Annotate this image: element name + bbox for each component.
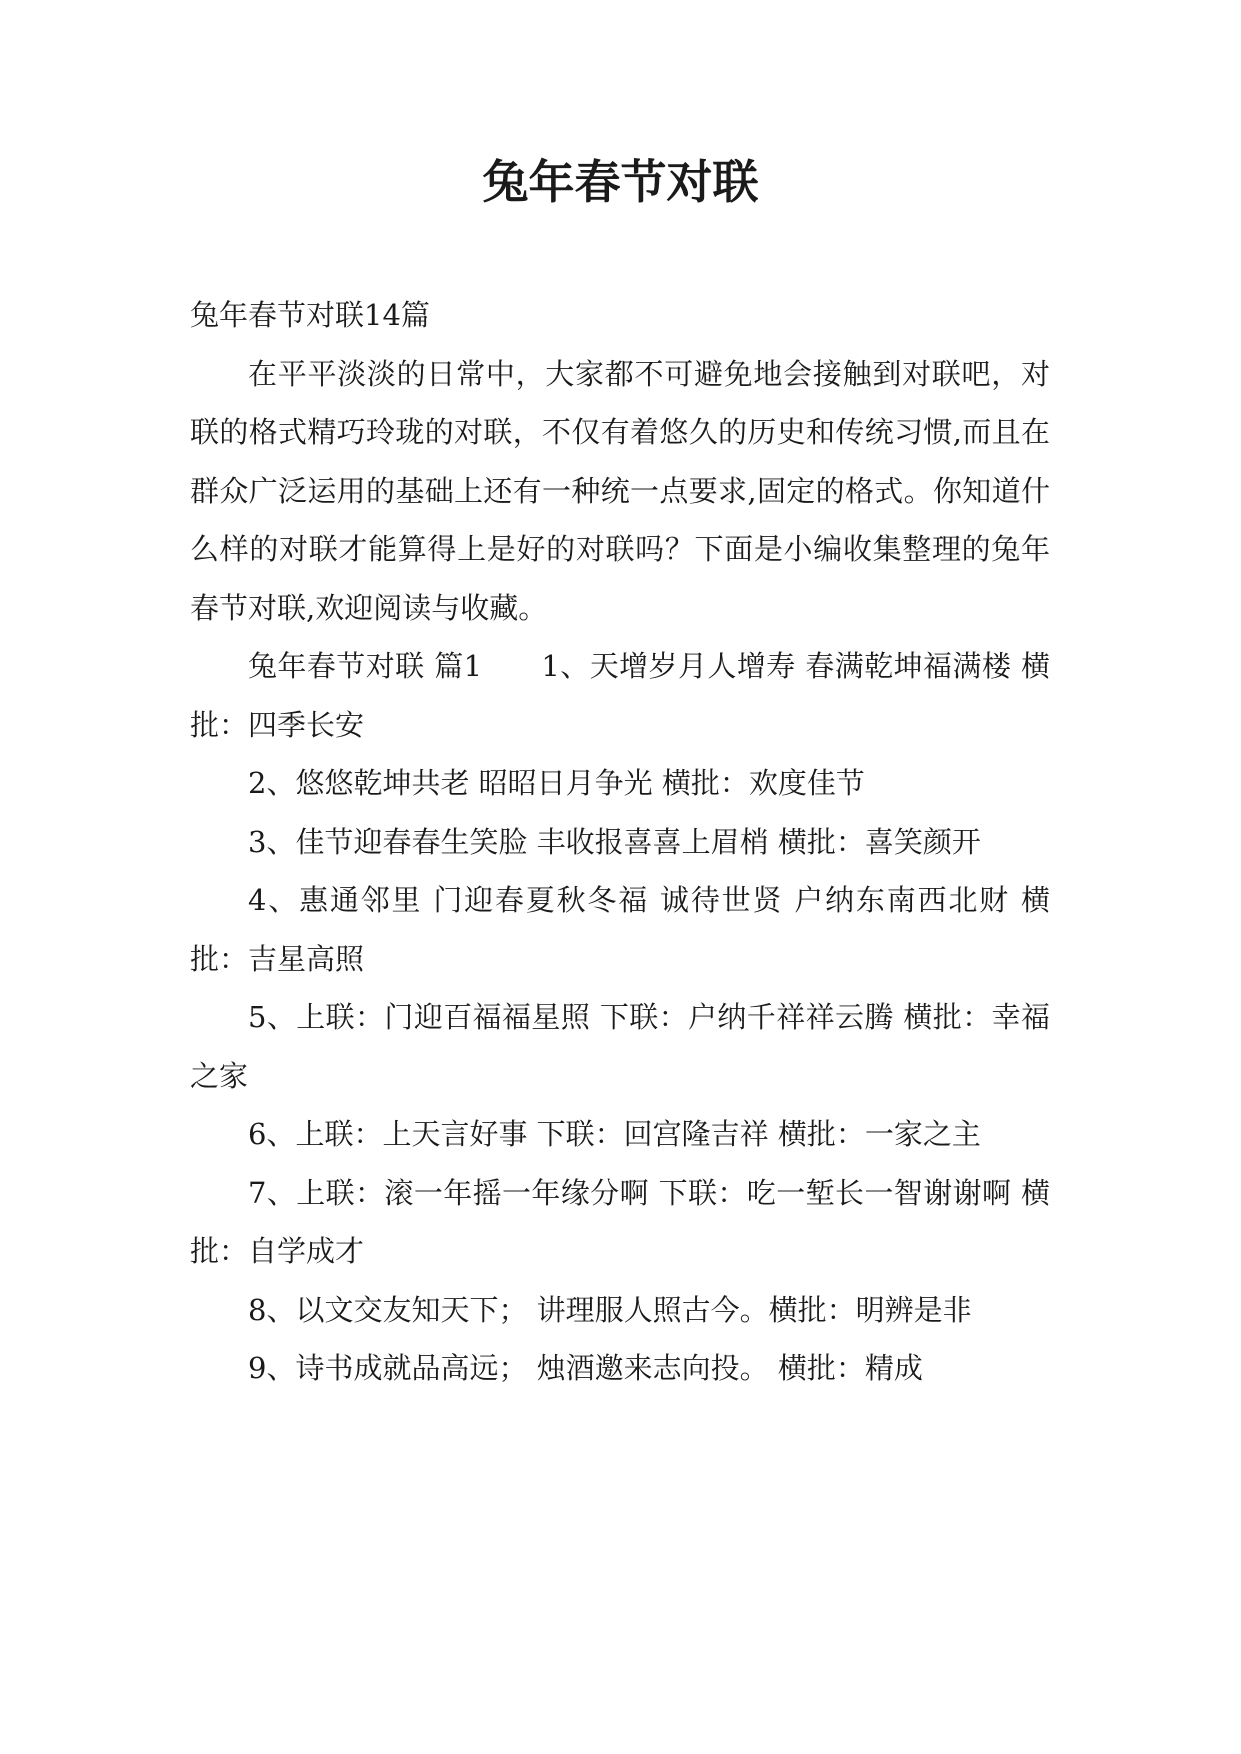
couplet-paragraph: 兔年春节对联 篇1 1、天增岁月人增寿 春满乾坤福满楼 横批：四季长安 bbox=[190, 649, 1050, 742]
couplet-paragraph: 4、惠通邻里 门迎春夏秋冬福 诚待世贤 户纳东南西北财 横批：吉星高照 bbox=[190, 883, 1050, 976]
document-body bbox=[190, 286, 1050, 1398]
intro-paragraph: 在平平淡淡的日常中，大家都不可避免地会接触到对联吧，对联的格式精巧玲珑的对联，不仅有着悠久的历史和传统习惯,而且在群众广泛运用的基础上还有一种统一点要求,固定的格式。你知道什么样的对联才能算得上是好的对联吗？下面是小编收集整理的兔年春节对联,欢迎阅读与收藏。 bbox=[190, 356, 1050, 625]
couplet-paragraph: 2、悠悠乾坤共老 昭昭日月争光 横批：欢度佳节 bbox=[248, 766, 865, 800]
couplet-paragraph: 6、上联：上天言好事 下联：回宫隆吉祥 横批：一家之主 bbox=[248, 1117, 981, 1151]
document-title: 兔年春节对联 bbox=[482, 155, 759, 209]
couplet-paragraph: 9、诗书成就品高远； 烛酒邀来志向投。 横批：精成 bbox=[248, 1351, 923, 1385]
couplet-paragraph: 7、上联：滚一年摇一年缘分啊 下联：吃一堑长一智谢谢啊 横批：自学成才 bbox=[190, 1175, 1050, 1268]
document-subtitle: 兔年春节对联14篇 bbox=[190, 298, 430, 332]
couplet-paragraph: 3、佳节迎春春生笑脸 丰收报喜喜上眉梢 横批：喜笑颜开 bbox=[248, 824, 981, 859]
couplet-paragraph: 8、以文交友知天下； 讲理服人照古今。横批：明辨是非 bbox=[248, 1292, 972, 1327]
couplet-paragraph: 5、上联：门迎百福福星照 下联：户纳千祥祥云腾 横批：幸福之家 bbox=[190, 1000, 1050, 1093]
